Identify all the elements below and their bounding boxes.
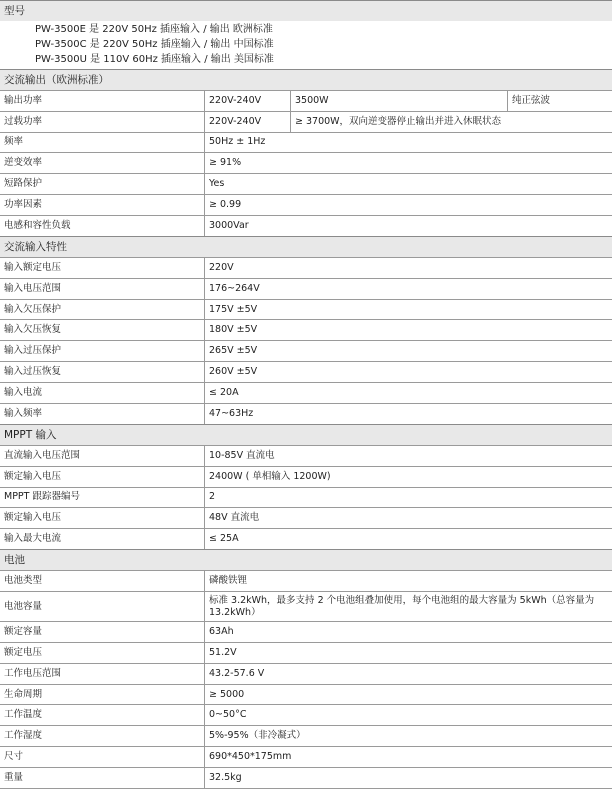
row-label: 功率因素: [0, 194, 205, 215]
table-row: [0, 571, 612, 592]
row-label: 额定输入电压: [0, 508, 205, 529]
row-value: 43.2-57.6 V: [205, 663, 612, 684]
row-value: 180V ±5V: [205, 320, 612, 341]
row-label: 输入欠压保护: [0, 299, 205, 320]
table-row: [0, 445, 612, 466]
table-row: [0, 487, 612, 508]
row-value: 50Hz ± 1Hz: [205, 132, 612, 153]
output-voltage-value: 220V-240V: [205, 91, 291, 112]
row-label: 电池类型: [0, 571, 205, 592]
table-row: [0, 726, 612, 747]
row-label: 输入过压保护: [0, 341, 205, 362]
mppt-table: [0, 445, 612, 549]
row-value: 2: [205, 487, 612, 508]
row-value: 47~63Hz: [205, 403, 612, 424]
battery-table: [0, 570, 612, 788]
table-row: [0, 362, 612, 383]
table-row: [0, 91, 612, 112]
table-row: [0, 382, 612, 403]
waveform-value: 纯正弦波: [508, 91, 612, 112]
section-title-ac-input: 交流输入特性: [0, 236, 612, 257]
model-line-e: PW-3500E 是 220V 50Hz 插座输入 / 输出 欧洲标准: [35, 24, 273, 35]
row-label: 工作湿度: [0, 726, 205, 747]
row-label: 电感和容性负载: [0, 215, 205, 236]
row-label: 额定输入电压: [0, 466, 205, 487]
row-value: 10-85V 直流电: [205, 445, 612, 466]
table-row: [0, 747, 612, 768]
row-label: 输出功率: [0, 91, 205, 112]
overload-voltage-value: 220V-240V: [205, 111, 291, 132]
row-label: 直流输入电压范围: [0, 445, 205, 466]
table-row: [0, 299, 612, 320]
row-value: ≥ 91%: [205, 153, 612, 174]
row-value: ≤ 25A: [205, 529, 612, 550]
row-label: 频率: [0, 132, 205, 153]
table-row: [0, 403, 612, 424]
section-title-mppt: MPPT 输入: [0, 424, 612, 445]
row-value: 690*450*175mm: [205, 747, 612, 768]
row-label: 尺寸: [0, 747, 205, 768]
table-row: [0, 529, 612, 550]
model-line-c: PW-3500C 是 220V 50Hz 插座输入 / 输出 中国标准: [35, 39, 274, 50]
row-value: ≤ 20A: [205, 382, 612, 403]
overload-desc-value: ≥ 3700W，双向逆变器停止输出并进入休眠状态: [291, 111, 612, 132]
row-label: 输入电流: [0, 382, 205, 403]
table-row: [0, 592, 612, 622]
row-label: 工作温度: [0, 705, 205, 726]
row-value: 51.2V: [205, 643, 612, 664]
model-line-u: PW-3500U 是 110V 60Hz 插座输入 / 输出 美国标准: [35, 54, 274, 65]
row-value: 磷酸铁锂: [205, 571, 612, 592]
row-label: 输入最大电流: [0, 529, 205, 550]
table-row: [0, 767, 612, 788]
ac-input-table: [0, 257, 612, 424]
row-value: 0~50°C: [205, 705, 612, 726]
table-row: [0, 643, 612, 664]
table-row: [0, 466, 612, 487]
row-value: 176~264V: [205, 278, 612, 299]
row-value: 175V ±5V: [205, 299, 612, 320]
ac-output-table: [0, 90, 612, 236]
row-label: 工作电压范围: [0, 663, 205, 684]
table-row: [0, 705, 612, 726]
table-row: [0, 684, 612, 705]
table-row: [0, 508, 612, 529]
row-value: 260V ±5V: [205, 362, 612, 383]
row-value: 32.5kg: [205, 767, 612, 788]
table-row: [0, 132, 612, 153]
row-label: 输入欠压恢复: [0, 320, 205, 341]
row-value: Yes: [205, 174, 612, 195]
row-value: ≥ 0.99: [205, 194, 612, 215]
table-row: [0, 341, 612, 362]
section-title-model: 型号: [0, 0, 612, 21]
row-label: MPPT 跟踪器编号: [0, 487, 205, 508]
table-row: [0, 174, 612, 195]
table-row: [0, 622, 612, 643]
row-value: 63Ah: [205, 622, 612, 643]
row-label: 电池容量: [0, 592, 205, 622]
table-row: [0, 215, 612, 236]
model-list: [0, 21, 612, 69]
row-label: 输入过压恢复: [0, 362, 205, 383]
table-row: [0, 194, 612, 215]
row-label: 额定容量: [0, 622, 205, 643]
row-label: 生命周期: [0, 684, 205, 705]
row-label: 逆变效率: [0, 153, 205, 174]
section-title-ac-output: 交流输出（欧洲标准）: [0, 69, 612, 90]
row-label: 输入额定电压: [0, 258, 205, 279]
row-value: 标准 3.2kWh，最多支持 2 个电池组叠加使用，每个电池组的最大容量为 5kWh（总容量为 13.2kWh）: [205, 592, 612, 622]
output-power-value: 3500W: [291, 91, 508, 112]
row-value: 2400W ( 单相输入 1200W): [205, 466, 612, 487]
row-value: 5%-95%（非冷凝式）: [205, 726, 612, 747]
row-value: 48V 直流电: [205, 508, 612, 529]
row-label: 短路保护: [0, 174, 205, 195]
row-value: 265V ±5V: [205, 341, 612, 362]
row-label: 过载功率: [0, 111, 205, 132]
row-value: 3000Var: [205, 215, 612, 236]
row-label: 输入电压范围: [0, 278, 205, 299]
table-row: [0, 111, 612, 132]
row-value: 220V: [205, 258, 612, 279]
table-row: [0, 663, 612, 684]
table-row: [0, 320, 612, 341]
row-label: 输入频率: [0, 403, 205, 424]
row-value: ≥ 5000: [205, 684, 612, 705]
section-title-battery: 电池: [0, 549, 612, 570]
table-row: [0, 258, 612, 279]
row-label: 额定电压: [0, 643, 205, 664]
table-row: [0, 278, 612, 299]
row-label: 重量: [0, 767, 205, 788]
table-row: [0, 153, 612, 174]
